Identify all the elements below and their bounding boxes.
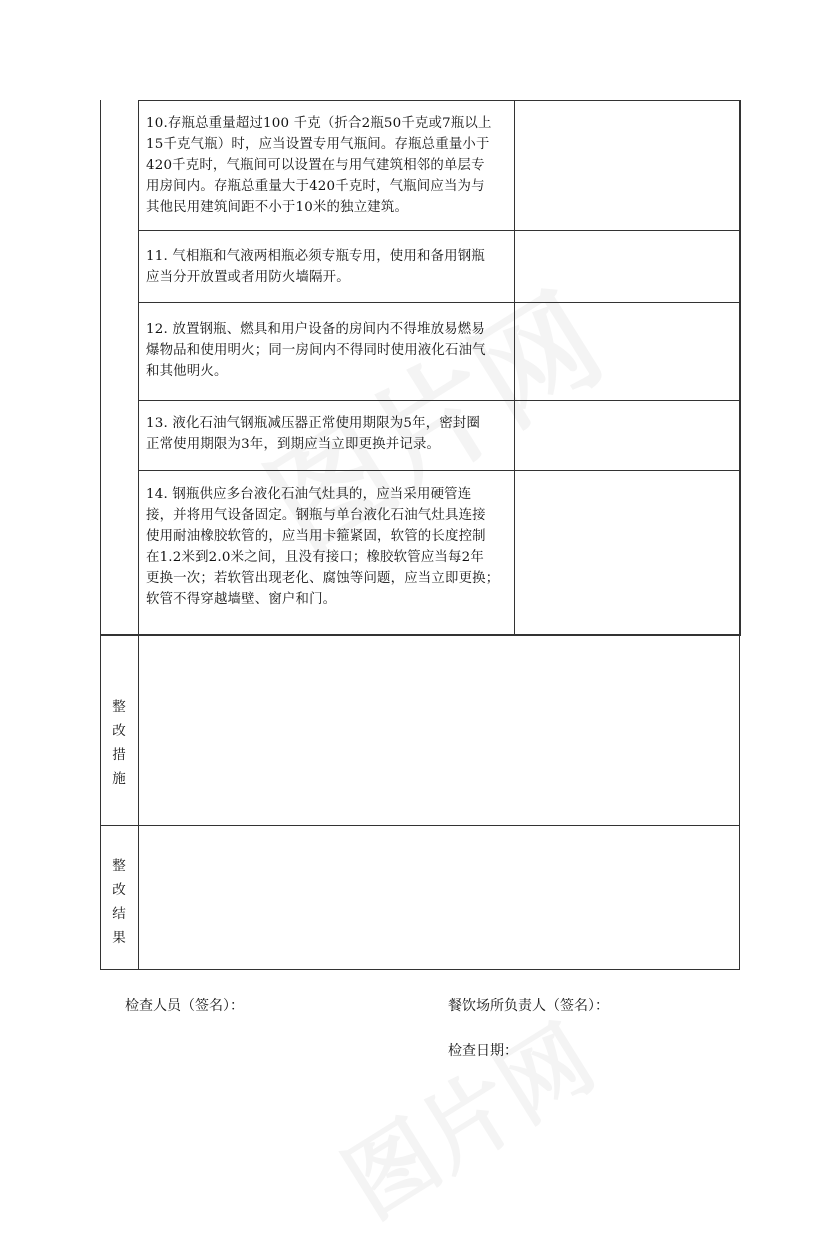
table-bottom-border [100,969,740,970]
items-right-border [739,100,741,634]
rectification-result-cell[interactable] [139,827,739,969]
rectification-measures-label [100,635,138,825]
measures-char-2: 改 [112,723,126,739]
item-10-result-cell[interactable] [515,101,739,230]
inspector-signature-label: 检查人员（签名）： [125,998,244,1014]
item-14-text: 14. 钢瓶供应多台液化石油气灶具的，应当采用硬管连 接，并将用气设备固定。钢瓶与单台液化石油气灶具连接 使用耐油橡胶软管的，应当用卡箍紧固，软管的长度控制 在1.2米到2.0米之间，且没有接口；橡胶软管应当每2年 更换一次；若软管出现老化、腐蚀等问题，应当立即更换； 软管不得穿越墙壁、窗户和门。 [146,487,500,607]
item-12-result-cell[interactable] [515,303,739,400]
item-14-result-cell[interactable] [515,471,739,634]
item-11-result-cell[interactable] [515,231,739,302]
watermark-text-bottom [316,988,614,1241]
inspection-table [100,100,740,970]
rectification-result-label [100,826,138,969]
result-char-1: 整 [112,858,126,874]
result-char-3: 结 [112,906,126,922]
item-13-text: 13. 液化石油气钢瓶减压器正常使用期限为5年，密封圈 正常使用期限为3年，到期应当立即更换并记录。 [146,416,481,452]
item-10-text: 10.存瓶总重量超过100 千克（折合2瓶50千克或7瓶以上 15千克气瓶）时，应当设置专用气瓶间。存瓶总重量小于 420千克时，气瓶间可以设置在与用气建筑相邻的单层专 用房间内。存瓶总重量大于420千克时，气瓶间应当为与 其他民用建筑间距不小于10米的独立建筑。 [146,116,492,215]
inspection-date-label: 检查日期： [448,1043,518,1059]
measures-char-3: 措 [112,747,126,763]
result-char-4: 果 [112,930,126,946]
measures-char-1: 整 [112,699,126,715]
measures-char-4: 施 [112,771,126,787]
result-char-2: 改 [112,882,126,898]
responsible-signature-label: 餐饮场所负责人（签名）： [448,998,609,1014]
measures-bottom-border [100,825,740,826]
item-13-result-cell[interactable] [515,401,739,470]
lower-right-border [739,634,740,970]
item-12-text: 12. 放置钢瓶、燃具和用户设备的房间内不得堆放易燃易 爆物品和使用明火；同一房间内不得同时使用液化石油气 和其他明火。 [146,322,486,379]
item-11-text: 11. 气相瓶和气液两相瓶必须专瓶专用，使用和备用钢瓶 应当分开放置或者用防火墙隔开。 [146,249,485,285]
rectification-measures-cell[interactable] [139,636,739,825]
